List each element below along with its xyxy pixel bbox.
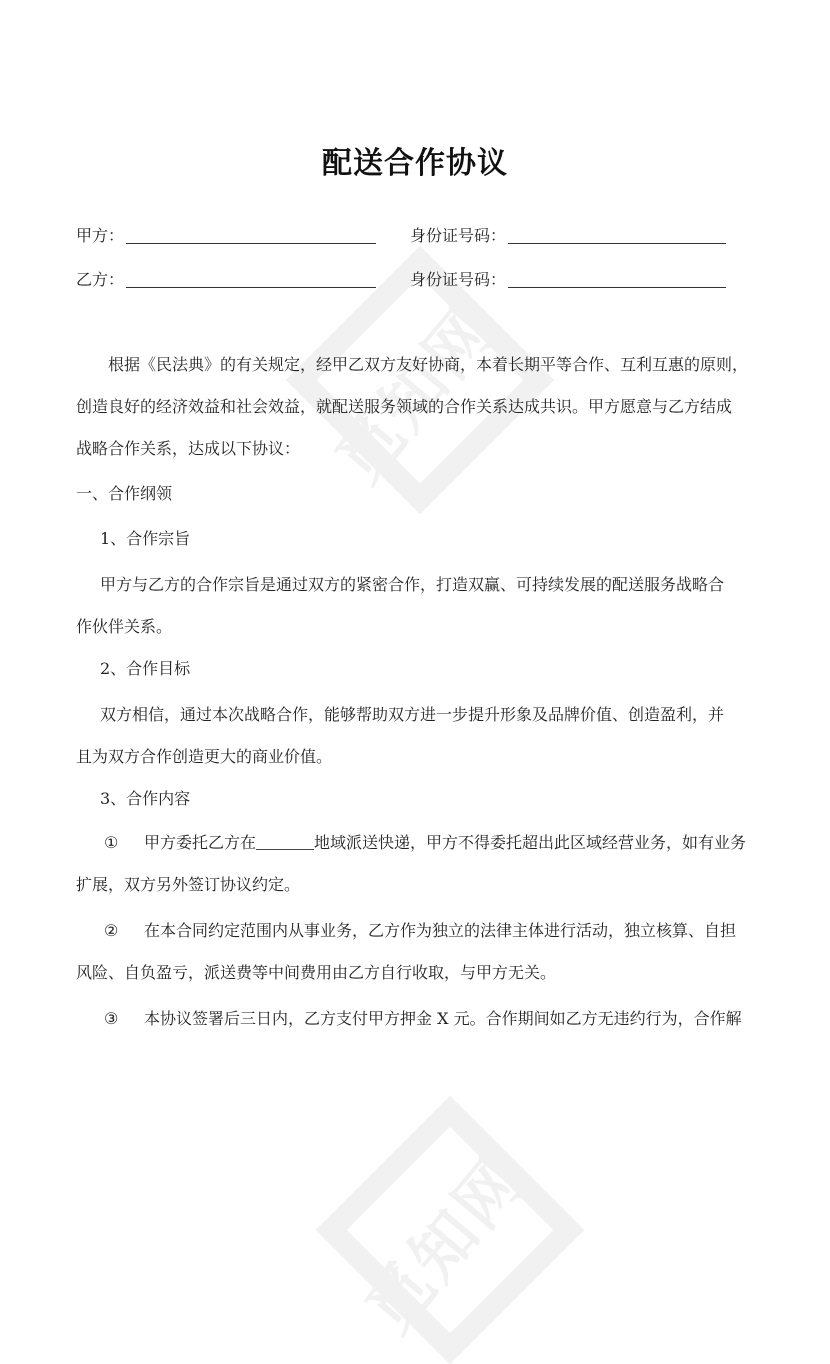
- subsection-1-line: 作伙伴关系。: [76, 617, 173, 636]
- party-a-label: 甲方：: [76, 226, 125, 245]
- preamble-line: 根据《民法典》的有关规定，经甲乙双方友好协商，本着长期平等合作、互利互惠的原则，: [108, 355, 749, 374]
- item-marker: ①: [104, 833, 119, 852]
- item-text: 甲方委托乙方在: [144, 833, 257, 852]
- content-item-3-line1: [76, 998, 758, 1040]
- party-b-row: [76, 266, 726, 290]
- subsection-2: [76, 648, 758, 778]
- subsection-3: [76, 778, 758, 820]
- content-item-1-line2: 扩展，双方另外签订协议约定。: [76, 875, 301, 894]
- content-item-3: [76, 998, 758, 1040]
- section-heading: [76, 473, 758, 515]
- party-b-id-label: 身份证号码：: [410, 270, 507, 289]
- content-item-2: [76, 910, 758, 994]
- party-a-name-field[interactable]: [126, 243, 376, 244]
- watermark-upper: 觅知网: [300, 260, 540, 500]
- preamble-line: 创造良好的经济效益和社会效益，就配送服务领域的合作关系达成共识。甲方愿意与乙方结成: [76, 397, 733, 416]
- subsection-2-line: 双方相信，通过本次战略合作，能够帮助双方进一步提升形象及品牌价值、创造盈利，并: [100, 705, 725, 724]
- party-a-id-field[interactable]: [508, 243, 726, 244]
- document-title: 配送合作协议: [322, 146, 508, 181]
- subsection-2-heading: 2、合作目标: [100, 659, 191, 678]
- item-text: 本协议签署后三日内，乙方支付甲方押金 X 元。合作期间如乙方无违约行为，合作解: [144, 1009, 742, 1028]
- content-item-2-line2: 风险、自负盈亏，派送费等中间费用由乙方自行收取，与甲方无关。: [76, 963, 557, 982]
- party-a-row: [76, 222, 726, 246]
- content-item-1-line1: [76, 822, 758, 864]
- section-1-heading: 一、合作纲领: [76, 484, 173, 503]
- subsection-2-line: 且为双方合作创造更大的商业价值。: [76, 747, 333, 766]
- subsection-1: [76, 518, 758, 648]
- region-blank-field[interactable]: [256, 833, 314, 850]
- party-b-name-field[interactable]: [126, 287, 376, 288]
- preamble-paragraph: [76, 344, 758, 470]
- subsection-1-line: 甲方与乙方的合作宗旨是通过双方的紧密合作，打造双赢、可持续发展的配送服务战略合: [100, 575, 725, 594]
- content-item-2-line1: [76, 910, 758, 952]
- party-b-label: 乙方：: [76, 270, 125, 289]
- item-marker: ③: [104, 1009, 119, 1028]
- item-marker: ②: [104, 921, 119, 940]
- item-text: 地域派送快递，甲方不得委托超出此区域经营业务，如有业务: [314, 833, 747, 852]
- content-item-1: [76, 822, 758, 906]
- subsection-1-heading: 1、合作宗旨: [100, 529, 191, 548]
- party-b-id-field[interactable]: [508, 287, 726, 288]
- party-a-id-label: 身份证号码：: [410, 226, 507, 245]
- item-text: 在本合同约定范围内从事业务，乙方作为独立的法律主体进行活动，独立核算、自担: [144, 921, 737, 940]
- subsection-3-heading: 3、合作内容: [100, 789, 191, 808]
- watermark-lower: 觅知网: [330, 1110, 570, 1350]
- preamble-line: 战略合作关系，达成以下协议：: [76, 439, 301, 458]
